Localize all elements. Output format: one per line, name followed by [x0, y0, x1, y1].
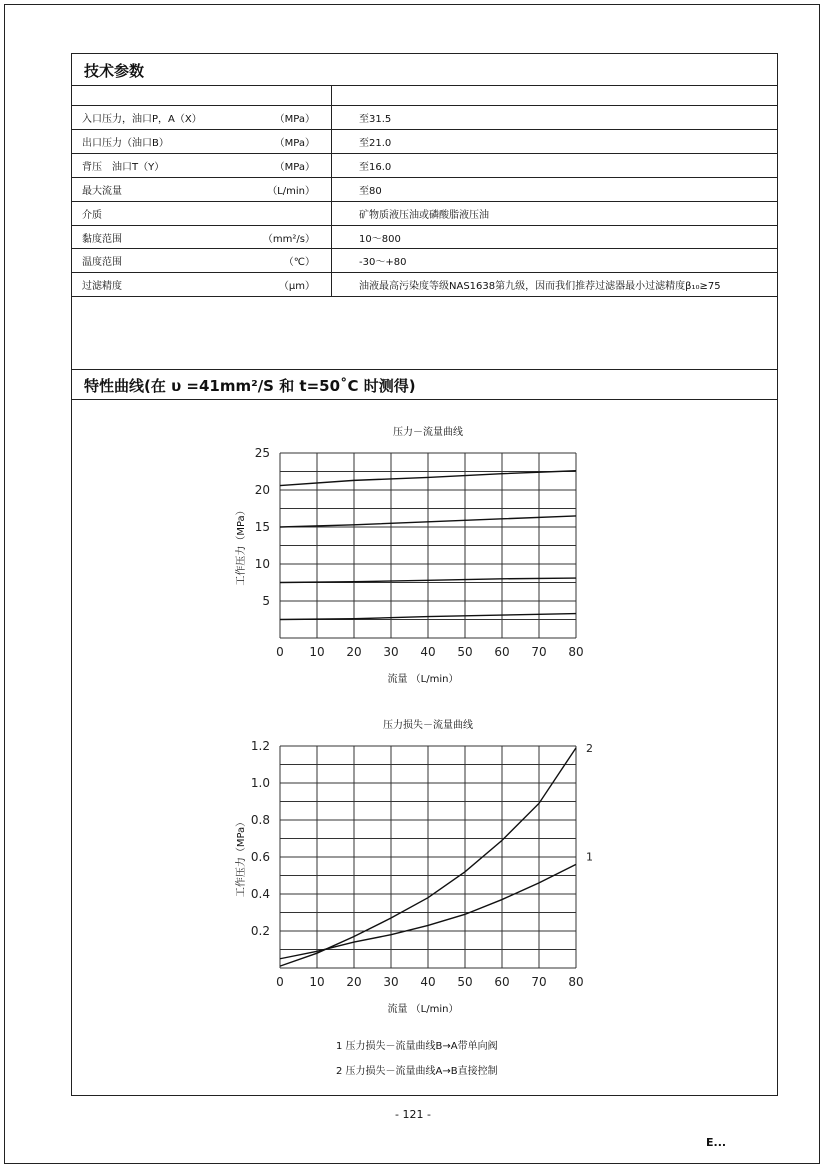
param-unit: （℃） [283, 257, 315, 269]
y-tick-label: 0.6 [250, 850, 270, 864]
param-name: 最大流量 [82, 185, 122, 197]
y-tick-label: 20 [254, 483, 270, 497]
param-name: 过滤精度 [82, 281, 122, 293]
x-tick-label: 30 [383, 645, 399, 659]
y-tick-label: 15 [254, 520, 270, 534]
chart-pressure-loss-flow [234, 718, 593, 1015]
param-value: 至80 [359, 185, 382, 197]
x-tick-label: 20 [346, 645, 362, 659]
series-label: 1 [586, 850, 593, 864]
param-unit: （MPa） [274, 137, 315, 149]
chart-title: 压力损失－流量曲线 [383, 720, 473, 731]
param-unit: （L/min） [267, 185, 315, 197]
param-name: 入口压力，油口P，A（X） [82, 114, 202, 125]
param-value: 至16.0 [359, 161, 392, 173]
x-tick-label: 60 [494, 645, 510, 659]
chart-pressure-flow [234, 425, 584, 685]
x-tick-label: 70 [531, 645, 547, 659]
series-label: 2 [586, 741, 593, 755]
x-tick-label: 70 [531, 975, 547, 989]
param-name: 介质 [82, 209, 102, 221]
y-tick-label: 25 [254, 446, 270, 460]
chart-title: 压力－流量曲线 [393, 427, 463, 438]
x-axis-label: 流量 （L/min） [387, 674, 459, 685]
footer-mark: E... [706, 1136, 727, 1149]
y-tick-label: 0.4 [250, 887, 270, 901]
param-name: 黏度范围 [82, 233, 122, 245]
x-tick-label: 30 [383, 975, 399, 989]
x-tick-label: 50 [457, 975, 473, 989]
param-name: 出口压力（油口B） [82, 137, 169, 149]
section-title-curves: 特性曲线(在 υ =41mm²/S 和 t=50˚C 时测得) [84, 377, 416, 395]
x-tick-label: 80 [568, 975, 584, 989]
param-value: 油液最高污染度等级NAS1638第九级，因而我们推荐过滤器最小过滤精度β₁₀≥75 [359, 281, 721, 293]
param-name: 温度范围 [82, 257, 122, 269]
x-tick-label: 60 [494, 975, 510, 989]
param-unit: （MPa） [274, 114, 315, 125]
y-tick-label: 5 [262, 594, 270, 608]
param-value: 矿物质液压油或磷酸脂液压油 [359, 209, 489, 221]
y-axis-label: 工作压力（MPa） [236, 505, 247, 586]
legend-item-1: 1 压力损失－流量曲线B→A带单向阀 [336, 1041, 498, 1052]
param-value: -30～+80 [359, 257, 407, 269]
y-tick-label: 0.2 [250, 924, 270, 938]
param-unit: （MPa） [274, 161, 315, 173]
y-tick-label: 0.8 [250, 813, 270, 827]
y-tick-label: 10 [254, 557, 270, 571]
x-axis-label: 流量 （L/min） [387, 1004, 459, 1015]
param-name: 背压 油口T（Y） [82, 161, 165, 173]
section-title-tech-params: 技术参数 [84, 62, 145, 80]
y-axis-label: 工作压力（MPa） [236, 816, 247, 898]
x-tick-label: 10 [309, 975, 325, 989]
param-unit: （mm²/s） [262, 233, 315, 245]
x-tick-label: 0 [276, 975, 284, 989]
x-tick-label: 40 [420, 975, 436, 989]
x-tick-label: 0 [276, 645, 284, 659]
y-tick-label: 1.0 [250, 776, 270, 790]
x-tick-label: 10 [309, 645, 325, 659]
param-value: 至31.5 [359, 114, 392, 125]
y-tick-label: 1.2 [250, 739, 270, 753]
legend-item-2: 2 压力损失－流量曲线A→B直接控制 [336, 1066, 498, 1077]
param-value: 10～800 [359, 233, 401, 245]
x-tick-label: 40 [420, 645, 436, 659]
param-unit: （μm） [278, 281, 315, 293]
x-tick-label: 20 [346, 975, 362, 989]
page-number: - 121 - [395, 1108, 431, 1121]
x-tick-label: 50 [457, 645, 473, 659]
x-tick-label: 80 [568, 645, 584, 659]
param-value: 至21.0 [359, 137, 392, 149]
